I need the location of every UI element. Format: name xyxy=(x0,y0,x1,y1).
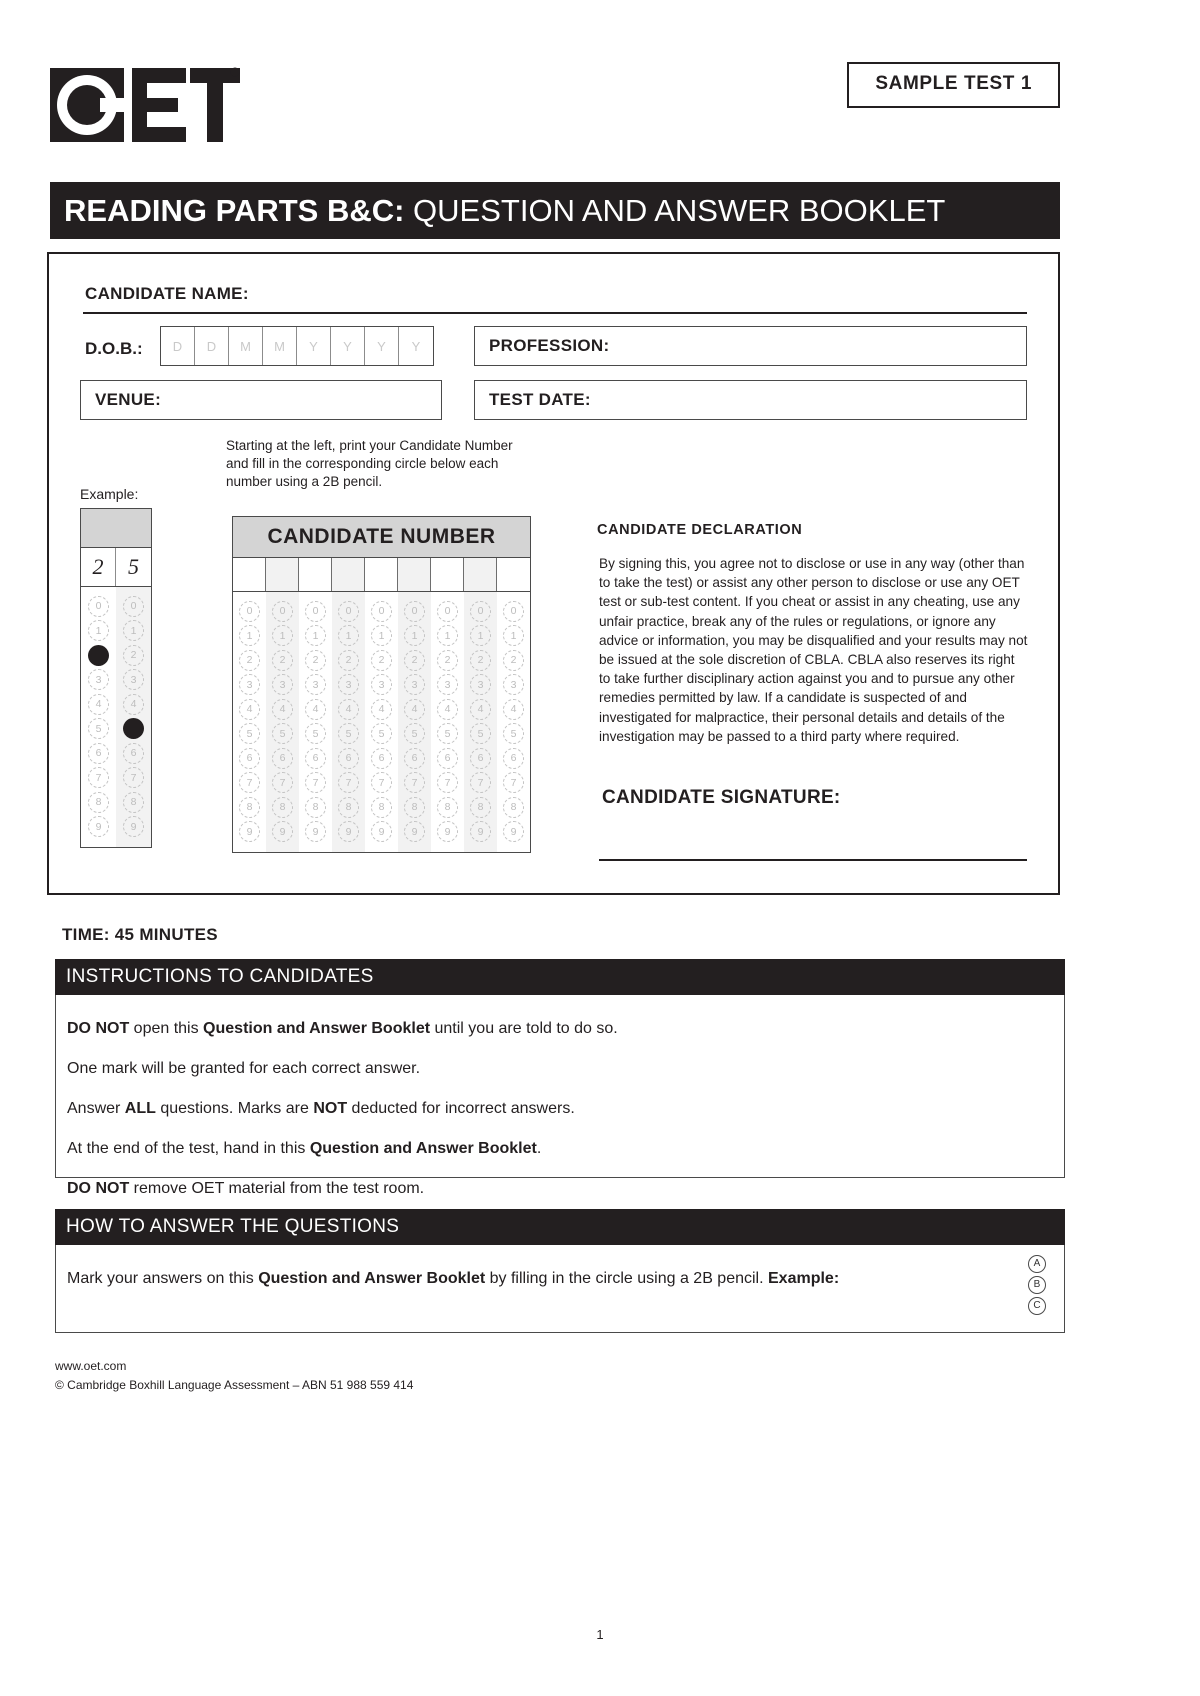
candidate-number-bubble-c5-1[interactable]: 1 xyxy=(371,625,392,646)
candidate-number-bubble-c8-5[interactable]: 5 xyxy=(470,723,491,744)
candidate-number-bubble-c7-8[interactable]: 8 xyxy=(437,797,458,818)
candidate-number-bubble-c6-0[interactable]: 0 xyxy=(404,601,425,622)
page-header xyxy=(50,50,1060,160)
candidate-number-bubble-c9-0[interactable]: 0 xyxy=(503,601,524,622)
example-bubble-4: 4 xyxy=(88,694,109,715)
candidate-details-panel xyxy=(47,252,1060,895)
candidate-number-bubble-c7-7[interactable]: 7 xyxy=(437,772,458,793)
candidate-number-bubble-c9-8[interactable]: 8 xyxy=(503,797,524,818)
candidate-number-bubble-c8-6[interactable]: 6 xyxy=(470,748,491,769)
instruction-line-4: At the end of the test, hand in this Question and Answer Booklet. xyxy=(67,1140,542,1157)
candidate-number-bubble-c3-0[interactable]: 0 xyxy=(305,601,326,622)
candidate-number-bubble-c3-6[interactable]: 6 xyxy=(305,748,326,769)
candidate-number-bubble-c5-3[interactable]: 3 xyxy=(371,674,392,695)
dob-cell-8[interactable]: Y xyxy=(411,338,421,354)
candidate-number-bubble-c7-0[interactable]: 0 xyxy=(437,601,458,622)
candidate-number-bubble-c7-4[interactable]: 4 xyxy=(437,699,458,720)
example-bubble-5-filled xyxy=(123,718,144,739)
example-bubble-8: 8 xyxy=(123,792,144,813)
candidate-number-bubble-c1-3[interactable]: 3 xyxy=(239,674,260,695)
candidate-number-bubble-c6-7[interactable]: 7 xyxy=(404,772,425,793)
test-date-label: TEST DATE: xyxy=(489,390,591,409)
candidate-number-bubble-c5-4[interactable]: 4 xyxy=(371,699,392,720)
example-bubble-2-filled xyxy=(88,645,109,666)
answer-bubble-c[interactable]: C xyxy=(1028,1297,1046,1315)
example-bubble-9: 9 xyxy=(123,816,144,837)
candidate-number-bubble-c2-7[interactable]: 7 xyxy=(272,772,293,793)
candidate-number-bubble-c5-5[interactable]: 5 xyxy=(371,723,392,744)
candidate-number-bubble-c4-3[interactable]: 3 xyxy=(338,674,359,695)
candidate-number-write-cell-8[interactable] xyxy=(464,558,497,591)
candidate-number-column-4[interactable] xyxy=(332,592,365,852)
title-banner xyxy=(50,182,1060,239)
candidate-number-bubble-c1-6[interactable]: 6 xyxy=(239,748,260,769)
dob-label: D.O.B.: xyxy=(85,339,143,358)
example-bubble-7: 7 xyxy=(88,767,109,788)
candidate-number-column-3[interactable] xyxy=(299,592,332,852)
candidate-number-bubble-c2-8[interactable]: 8 xyxy=(272,797,293,818)
example-bubble-4: 4 xyxy=(123,694,144,715)
candidate-number-bubble-c2-0[interactable]: 0 xyxy=(272,601,293,622)
candidate-number-write-cell-3[interactable] xyxy=(299,558,332,591)
candidate-number-column-9[interactable] xyxy=(497,592,530,852)
example-grid-header xyxy=(81,509,151,547)
candidate-number-write-cell-4[interactable] xyxy=(332,558,365,591)
venue-label: VENUE: xyxy=(95,390,162,409)
declaration-body: By signing this, you agree not to disclose or use in any way (other than to take the test) or assist any other person to disclose or use any OET test or sub-test content. If you cheat or assist in any cheating, use any unfair practice, break any of the rules or regulations, or ignore any advice or information, you may be disqualified and your results may not be issued at the sole discretion of CBLA. CBLA also reserves its right to take further disciplinary action against you and to pursue any other remedies permitted by law. If a candidate is suspected of and investigated for malpractice, their personal details and details of the investigation may be passed to a third party where required. xyxy=(599,556,1028,744)
candidate-number-bubble-c7-9[interactable]: 9 xyxy=(437,821,458,842)
candidate-number-bubble-c5-2[interactable]: 2 xyxy=(371,650,392,671)
candidate-number-column-7[interactable] xyxy=(431,592,464,852)
candidate-number-bubble-c2-1[interactable]: 1 xyxy=(272,625,293,646)
profession-field[interactable] xyxy=(474,326,1027,366)
how-to-answer-heading xyxy=(55,1209,1065,1245)
candidate-number-write-cell-9[interactable] xyxy=(497,558,530,591)
dob-cell-6[interactable]: Y xyxy=(331,327,365,365)
dob-cell-4[interactable]: M xyxy=(263,327,297,365)
candidate-number-bubble-c4-1[interactable]: 1 xyxy=(338,625,359,646)
banner-regular-text: QUESTION AND ANSWER BOOKLET xyxy=(404,192,946,228)
candidate-number-bubble-c1-7[interactable]: 7 xyxy=(239,772,260,793)
candidate-number-bubble-c5-0[interactable]: 0 xyxy=(371,601,392,622)
candidate-number-bubble-c3-2[interactable]: 2 xyxy=(305,650,326,671)
candidate-number-bubble-c3-1[interactable]: 1 xyxy=(305,625,326,646)
dob-cell-7[interactable]: Y xyxy=(365,327,399,365)
declaration-title: CANDIDATE DECLARATION xyxy=(597,522,803,538)
candidate-number-bubble-c6-1[interactable]: 1 xyxy=(404,625,425,646)
candidate-number-bubble-c9-4[interactable]: 4 xyxy=(503,699,524,720)
candidate-number-bubble-c1-0[interactable]: 0 xyxy=(239,601,260,622)
sample-test-label: SAMPLE TEST 1 xyxy=(875,73,1032,94)
candidate-number-write-cell-7[interactable] xyxy=(431,558,464,591)
candidate-number-bubble-c2-5[interactable]: 5 xyxy=(272,723,293,744)
candidate-number-bubble-c7-3[interactable]: 3 xyxy=(437,674,458,695)
example-bubble-0: 0 xyxy=(123,596,144,617)
candidate-number-bubble-c5-7[interactable]: 7 xyxy=(371,772,392,793)
candidate-number-bubble-c9-2[interactable]: 2 xyxy=(503,650,524,671)
candidate-number-bubble-c3-4[interactable]: 4 xyxy=(305,699,326,720)
candidate-number-write-cell-6[interactable] xyxy=(398,558,431,591)
signature-input[interactable] xyxy=(599,859,1027,861)
instruction-line-1: DO NOT open this Question and Answer Booklet until you are told to do so. xyxy=(67,1020,618,1037)
candidate-number-bubble-c8-1[interactable]: 1 xyxy=(470,625,491,646)
candidate-number-bubble-c6-8[interactable]: 8 xyxy=(404,797,425,818)
candidate-number-grid[interactable] xyxy=(232,516,531,853)
instructions-heading xyxy=(55,959,1065,995)
candidate-number-bubble-c4-6[interactable]: 6 xyxy=(338,748,359,769)
oet-logo xyxy=(50,60,240,150)
candidate-number-bubble-c3-3[interactable]: 3 xyxy=(305,674,326,695)
example-digit-1: 2 xyxy=(81,548,116,586)
example-bubble-5: 5 xyxy=(88,718,109,739)
candidate-number-bubble-c3-5[interactable]: 5 xyxy=(305,723,326,744)
candidate-number-bubble-c4-5[interactable]: 5 xyxy=(338,723,359,744)
candidate-number-bubble-c8-3[interactable]: 3 xyxy=(470,674,491,695)
instruction-line-5: DO NOT remove OET material from the test room. xyxy=(67,1180,425,1197)
candidate-number-bubble-c8-7[interactable]: 7 xyxy=(470,772,491,793)
answer-option-bubbles[interactable] xyxy=(1028,1255,1046,1315)
candidate-number-bubble-c9-3[interactable]: 3 xyxy=(503,674,524,695)
profession-label: PROFESSION: xyxy=(489,336,610,355)
candidate-number-bubble-c5-9[interactable]: 9 xyxy=(371,821,392,842)
candidate-number-column-1[interactable] xyxy=(233,592,266,852)
candidate-number-bubble-c8-9[interactable]: 9 xyxy=(470,821,491,842)
candidate-number-bubble-c5-6[interactable]: 6 xyxy=(371,748,392,769)
example-bubble-2: 2 xyxy=(123,645,144,666)
candidate-number-bubble-c4-4[interactable]: 4 xyxy=(338,699,359,720)
candidate-number-column-8[interactable] xyxy=(464,592,497,852)
candidate-number-bubble-c3-8[interactable]: 8 xyxy=(305,797,326,818)
candidate-number-bubble-c6-3[interactable]: 3 xyxy=(404,674,425,695)
signature-label: CANDIDATE SIGNATURE: xyxy=(602,787,841,808)
candidate-number-bubble-c1-9[interactable]: 9 xyxy=(239,821,260,842)
candidate-number-bubble-c3-9[interactable]: 9 xyxy=(305,821,326,842)
candidate-number-bubble-c1-1[interactable]: 1 xyxy=(239,625,260,646)
candidate-number-bubble-c7-5[interactable]: 5 xyxy=(437,723,458,744)
dob-cell-1[interactable]: D xyxy=(161,327,195,365)
candidate-number-bubble-c4-8[interactable]: 8 xyxy=(338,797,359,818)
candidate-number-bubble-c2-4[interactable]: 4 xyxy=(272,699,293,720)
example-bubble-1: 1 xyxy=(123,620,144,641)
candidate-number-bubble-c1-5[interactable]: 5 xyxy=(239,723,260,744)
candidate-number-bubble-c9-5[interactable]: 5 xyxy=(503,723,524,744)
example-bubble-8: 8 xyxy=(88,792,109,813)
answer-bubble-a[interactable]: A xyxy=(1028,1255,1046,1273)
instructions-body xyxy=(55,995,1065,1197)
how-to-answer-body xyxy=(55,1245,1065,1333)
instruction-line-3: Answer ALL questions. Marks are NOT deducted for incorrect answers. xyxy=(67,1100,575,1117)
candidate-number-write-cell-5[interactable] xyxy=(365,558,398,591)
candidate-number-bubble-c5-8[interactable]: 8 xyxy=(371,797,392,818)
candidate-name-label: CANDIDATE NAME: xyxy=(85,284,249,303)
time-allowed: TIME: 45 MINUTES xyxy=(62,925,218,944)
venue-field[interactable] xyxy=(80,380,442,420)
candidate-name-input[interactable] xyxy=(83,312,1027,314)
page-footer xyxy=(55,1357,755,1395)
candidate-number-bubble-c1-8[interactable]: 8 xyxy=(239,797,260,818)
banner-bold-text: READING PARTS B&C: xyxy=(64,192,405,228)
candidate-number-write-cell-2[interactable] xyxy=(266,558,299,591)
example-bubble-columns xyxy=(81,587,151,847)
candidate-number-column-5[interactable] xyxy=(365,592,398,852)
copyright-notice: © Cambridge Boxhill Language Assessment – ABN 51 988 559 414 xyxy=(55,1378,414,1392)
candidate-number-column-6[interactable] xyxy=(398,592,431,852)
website-url[interactable]: www.oet.com xyxy=(55,1359,127,1373)
example-bubble-3: 3 xyxy=(88,669,109,690)
candidate-number-bubble-c4-9[interactable]: 9 xyxy=(338,821,359,842)
candidate-number-bubble-c2-3[interactable]: 3 xyxy=(272,674,293,695)
candidate-number-bubble-c2-2[interactable]: 2 xyxy=(272,650,293,671)
candidate-number-bubble-c1-2[interactable]: 2 xyxy=(239,650,260,671)
answer-bubble-b[interactable]: B xyxy=(1028,1276,1046,1294)
candidate-number-bubble-c7-6[interactable]: 6 xyxy=(437,748,458,769)
candidate-number-column-2[interactable] xyxy=(266,592,299,852)
candidate-number-bubble-c9-1[interactable]: 1 xyxy=(503,625,524,646)
candidate-number-bubble-c7-1[interactable]: 1 xyxy=(437,625,458,646)
example-label: Example: xyxy=(80,486,139,502)
instructions-heading-label: INSTRUCTIONS TO CANDIDATES xyxy=(66,966,374,987)
candidate-number-bubble-c6-2[interactable]: 2 xyxy=(404,650,425,671)
page-number: 1 xyxy=(596,1627,604,1642)
how-to-answer-text: Mark your answers on this Question and Answer Booklet by filling in the circle using a 2B pencil. Example: A B C xyxy=(56,1259,1064,1299)
candidate-number-bubble-c2-6[interactable]: 6 xyxy=(272,748,293,769)
candidate-number-bubble-c2-9[interactable]: 9 xyxy=(272,821,293,842)
example-bubble-6: 6 xyxy=(88,743,109,764)
candidate-number-bubble-c4-2[interactable]: 2 xyxy=(338,650,359,671)
candidate-number-title: CANDIDATE NUMBER xyxy=(233,517,530,558)
how-to-answer-heading-label: HOW TO ANSWER THE QUESTIONS xyxy=(66,1216,400,1237)
candidate-number-bubble-c4-0[interactable]: 0 xyxy=(338,601,359,622)
candidate-number-bubble-c6-6[interactable]: 6 xyxy=(404,748,425,769)
candidate-number-bubble-c6-4[interactable]: 4 xyxy=(404,699,425,720)
sample-test-badge xyxy=(847,62,1060,108)
candidate-number-bubble-c9-6[interactable]: 6 xyxy=(503,748,524,769)
test-date-field[interactable] xyxy=(474,380,1027,420)
instruction-line-2: One mark will be granted for each correct answer. xyxy=(67,1060,421,1077)
candidate-number-bubble-c4-7[interactable]: 7 xyxy=(338,772,359,793)
example-bubble-column-2 xyxy=(116,587,151,847)
candidate-number-bubble-c9-9[interactable]: 9 xyxy=(503,821,524,842)
candidate-number-bubble-c8-2[interactable]: 2 xyxy=(470,650,491,671)
candidate-number-bubble-c3-7[interactable]: 7 xyxy=(305,772,326,793)
dob-cell-5[interactable]: Y xyxy=(297,327,331,365)
example-digit-2: 5 xyxy=(128,554,139,579)
example-bubble-3: 3 xyxy=(123,669,144,690)
candidate-number-bubble-c7-2[interactable]: 2 xyxy=(437,650,458,671)
candidate-number-write-row[interactable] xyxy=(233,558,530,592)
candidate-number-bubble-c6-9[interactable]: 9 xyxy=(404,821,425,842)
candidate-number-bubble-c8-4[interactable]: 4 xyxy=(470,699,491,720)
candidate-number-bubble-c1-4[interactable]: 4 xyxy=(239,699,260,720)
candidate-number-instruction: Starting at the left, print your Candidate Number and fill in the corresponding circle below each number using a 2B pencil. xyxy=(226,438,513,489)
candidate-number-bubble-c8-0[interactable]: 0 xyxy=(470,601,491,622)
example-bubble-9: 9 xyxy=(88,816,109,837)
example-written-digits xyxy=(81,547,151,587)
example-bubble-6: 6 xyxy=(123,743,144,764)
dob-cell-3[interactable]: M xyxy=(229,327,263,365)
example-bubble-7: 7 xyxy=(123,767,144,788)
candidate-number-write-cell-1[interactable] xyxy=(233,558,266,591)
candidate-number-bubble-c8-8[interactable]: 8 xyxy=(470,797,491,818)
candidate-number-bubble-columns[interactable] xyxy=(233,592,530,852)
candidate-number-bubble-c6-5[interactable]: 5 xyxy=(404,723,425,744)
example-bubble-column-1 xyxy=(81,587,116,847)
example-bubble-grid xyxy=(80,508,152,848)
example-bubble-0: 0 xyxy=(88,596,109,617)
example-bubble-1: 1 xyxy=(88,620,109,641)
dob-input[interactable] xyxy=(160,326,434,366)
dob-cell-2[interactable]: D xyxy=(195,327,229,365)
candidate-number-bubble-c9-7[interactable]: 7 xyxy=(503,772,524,793)
